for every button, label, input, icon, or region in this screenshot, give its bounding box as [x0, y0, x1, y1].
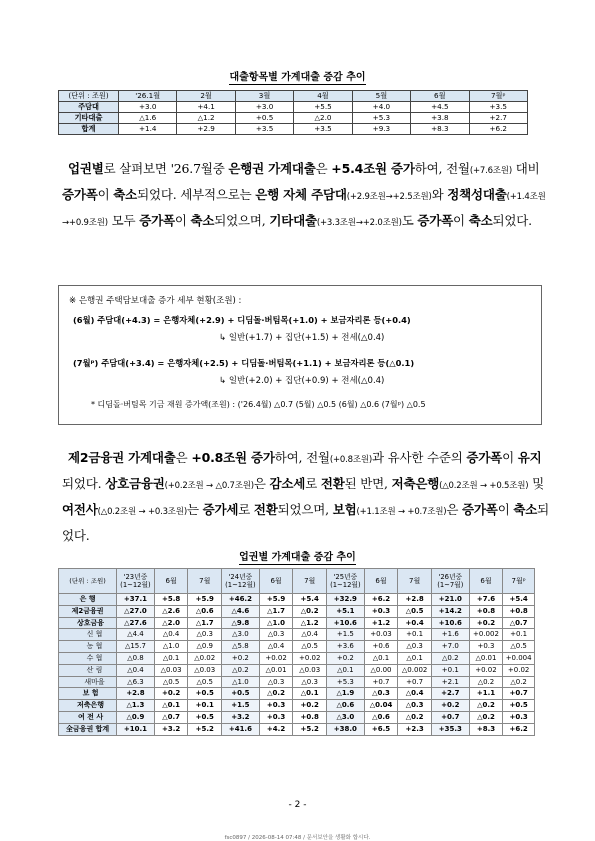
table2-cell: +21.0	[431, 594, 469, 606]
table2-cell: +10.1	[117, 723, 155, 735]
table-row	[59, 676, 535, 688]
table2-cell: +10.6	[327, 617, 365, 629]
table2-cell: △0.8	[117, 652, 155, 664]
table2-cell: △9.8	[222, 617, 260, 629]
table1-cell: △1.6	[119, 113, 177, 124]
table2-cell: △0.01	[469, 652, 503, 664]
table2-cell: △1.0	[222, 676, 260, 688]
table2-row-label: 새마을	[59, 676, 117, 688]
table2-row-label: 보 험	[59, 688, 117, 700]
table2-cell: +5.3	[327, 676, 365, 688]
table1-cell: +5.5	[294, 102, 352, 113]
table1-cell: △1.2	[177, 113, 235, 124]
table2-cell: △0.5	[154, 676, 188, 688]
table2-cell: +7.6	[469, 594, 503, 606]
table1-unit-header: (단위 : 조원)	[59, 91, 119, 102]
table2-cell: △0.4	[398, 688, 432, 700]
table2-month-header: 6월	[364, 569, 398, 594]
table2-cell: △0.4	[154, 629, 188, 641]
table2-cell: △0.1	[154, 700, 188, 712]
table2-month-header: 6월	[154, 569, 188, 594]
table2-cell: +3.6	[327, 641, 365, 653]
table2-cell: +0.8	[503, 605, 535, 617]
table2-cell: +0.002	[469, 629, 503, 641]
table2-cell: △2.6	[154, 605, 188, 617]
table2-cell: △0.01	[259, 664, 293, 676]
table2-cell: +0.02	[259, 652, 293, 664]
table2-cell: △0.2	[259, 688, 293, 700]
table2-cell: +0.1	[398, 629, 432, 641]
table2-cell: +1.5	[222, 700, 260, 712]
table1-col-header: 2월	[177, 91, 235, 102]
table2-cell: +1.6	[431, 629, 469, 641]
table1-col-header: 4월	[294, 91, 352, 102]
table2-cell: △4.6	[222, 605, 260, 617]
table2-row-label: 신 협	[59, 629, 117, 641]
table2-cell: +5.2	[293, 723, 327, 735]
table2-cell: +6.2	[503, 723, 535, 735]
year-label: '24년중	[228, 573, 253, 581]
table-row	[59, 641, 535, 653]
table1-cell: +2.9	[177, 124, 235, 135]
table2-cell: +8.3	[469, 723, 503, 735]
table2-cell: △0.2	[469, 700, 503, 712]
table2-cell: +0.3	[259, 711, 293, 723]
year-range: (1~12월)	[120, 581, 151, 589]
table2-cell: +0.7	[398, 676, 432, 688]
table2-cell: △0.3	[188, 629, 222, 641]
table2-cell: +0.7	[503, 688, 535, 700]
table2-cell: +0.2	[327, 652, 365, 664]
footer-security-note: fsc0897 / 2026-08-14 07:48 / 문서보안을 생활화 합시다.	[224, 835, 371, 841]
table2-cell: +0.3	[503, 711, 535, 723]
table2-cell: △0.3	[398, 641, 432, 653]
table2-cell: △6.3	[117, 676, 155, 688]
table2-cell: △0.1	[293, 688, 327, 700]
table2-cell: +0.8	[293, 711, 327, 723]
table2-cell: △0.3	[259, 676, 293, 688]
table2-cell: △0.2	[469, 711, 503, 723]
box-note: * 디딤돌·버팀목 기금 재원 증가액(조원) : ('26.4월) △0.7 (5월) △0.5 (6월) △0.6 (7월ᵖ) △0.5	[91, 400, 426, 409]
table-row	[59, 688, 535, 700]
table2-cell: +10.6	[431, 617, 469, 629]
table2-cell: △0.2	[293, 605, 327, 617]
table2-cell: △0.1	[364, 652, 398, 664]
table1-cell: △2.0	[294, 113, 352, 124]
table2-year-header	[222, 569, 260, 594]
table2-row-label: 산 림	[59, 664, 117, 676]
table2-cell: △1.3	[117, 700, 155, 712]
paragraph-nonbank-sector: 제2금융권 가계대출은 +0.8조원 증가하여, 전월(+0.8조원)과 유사한 수준의 증가폭이 유지되었다. 상호금융권(+0.2조원 → △0.7조원)은 감소세로 전환된 반면, 저축은행(△0.2조원 → +0.5조원) 및 여전사(△0.2조원 → +0.3조원)는 증가세로 전환되었으며, 보험(+1.1조원 → +0.7조원)은 증가폭이 축소되었다.	[62, 450, 549, 543]
table2-cell: +0.5	[222, 688, 260, 700]
table2-cell: △1.7	[188, 617, 222, 629]
table2-header-row	[59, 569, 535, 594]
table2-cell: △0.4	[117, 664, 155, 676]
table2-cell: +37.1	[117, 594, 155, 606]
table2-cell: +0.004	[503, 652, 535, 664]
table2-cell: △0.9	[188, 641, 222, 653]
table2-cell: +2.8	[398, 594, 432, 606]
table2-cell: +0.2	[293, 700, 327, 712]
table2-cell: △0.03	[154, 664, 188, 676]
table2-cell: +0.7	[431, 711, 469, 723]
table1-row-label: 주담대	[59, 102, 119, 113]
table2-cell: △3.0	[222, 629, 260, 641]
table2-cell: +14.2	[431, 605, 469, 617]
table2-year-header	[327, 569, 365, 594]
table1-cell: +3.0	[119, 102, 177, 113]
table2-cell: +5.8	[154, 594, 188, 606]
year-label: '23년중	[123, 573, 148, 581]
table2-cell: +0.2	[154, 688, 188, 700]
table2-cell: +2.7	[431, 688, 469, 700]
table2-row-label: 全금융권 합계	[59, 723, 117, 735]
table2-cell: +0.8	[469, 605, 503, 617]
table2-cell: +3.2	[154, 723, 188, 735]
table2-cell: +5.1	[327, 605, 365, 617]
table2-cell: △0.3	[293, 676, 327, 688]
table2-cell: △0.7	[154, 711, 188, 723]
table2-cell: △4.4	[117, 629, 155, 641]
table2-cell: △0.3	[398, 700, 432, 712]
table2-month-header: 7월	[293, 569, 327, 594]
table2-cell: △0.1	[398, 652, 432, 664]
table2-cell: △0.6	[188, 605, 222, 617]
table2-cell: △0.03	[293, 664, 327, 676]
table2-cell: △0.3	[364, 688, 398, 700]
table2-cell: △1.0	[154, 641, 188, 653]
table2-cell: △0.1	[327, 664, 365, 676]
page-number: - 2 -	[288, 800, 307, 810]
table2-unit-header: (단위 : 조원)	[59, 569, 117, 594]
table1-col-header: 6월	[411, 91, 469, 102]
table2-cell: △1.7	[259, 605, 293, 617]
table1-cell: +6.2	[469, 124, 527, 135]
table2-cell: +0.02	[503, 664, 535, 676]
paragraph-banking-sector: 업권별로 살펴보면 '26.7월중 은행권 가계대출은 +5.4조원 증가하여, 전월(+7.6조원) 대비 증가폭이 축소되었다. 세부적으로는 은행 자체 주담대(+2.9조원→+2.5조원)와 정책성대출(+1.4조원→+0.9조원) 모두 증가폭이 축소되었으며, 기타대출(+3.3조원→+2.0조원)도 증가폭이 축소되었다.	[62, 161, 546, 228]
table-row	[59, 723, 535, 735]
table-row	[59, 664, 535, 676]
table2-cell: +5.2	[188, 723, 222, 735]
table2-cell: △0.5	[188, 676, 222, 688]
table1-cell: +2.7	[469, 113, 527, 124]
table1-title: 대출항목별 가계대출 증감 추이	[229, 72, 366, 83]
year-range: (1~12월)	[330, 581, 361, 589]
table2-cell: △0.2	[398, 711, 432, 723]
table2-cell: +0.03	[364, 629, 398, 641]
table1-col-header: 7월ᵖ	[469, 91, 527, 102]
table-row	[59, 102, 528, 113]
box-heading: ※ 은행권 주택담보대출 증가 세부 현황(조원) :	[69, 296, 242, 306]
table2-cell: +5.4	[503, 594, 535, 606]
table2-cell: +0.02	[293, 652, 327, 664]
table1-cell: +3.5	[469, 102, 527, 113]
table1-cell: +4.5	[411, 102, 469, 113]
table1-cell: +3.0	[235, 102, 293, 113]
table2-month-header: 7월ᵖ	[503, 569, 535, 594]
box-line-june-sub: ↳ 일반(+1.7) + 집단(+1.5) + 전세(△0.4)	[219, 333, 385, 343]
table2-cell: △0.03	[188, 664, 222, 676]
table2-cell: +41.6	[222, 723, 260, 735]
table2-cell: △0.5	[293, 641, 327, 653]
table2-row-label: 상호금융	[59, 617, 117, 629]
table2-cell: +38.0	[327, 723, 365, 735]
table1-cell: +3.5	[235, 124, 293, 135]
table2-cell: △2.0	[154, 617, 188, 629]
table2-title: 업권별 가계대출 증감 추이	[239, 552, 356, 563]
year-range: (1~12월)	[225, 581, 256, 589]
table2-cell: +0.3	[364, 605, 398, 617]
table2-cell: △0.4	[259, 641, 293, 653]
table2-cell: +0.2	[222, 652, 260, 664]
table2-cell: △15.7	[117, 641, 155, 653]
table2-cell: △0.2	[503, 676, 535, 688]
table2-cell: +2.8	[117, 688, 155, 700]
table1-col-header: 5월	[352, 91, 410, 102]
table2-cell: △0.7	[503, 617, 535, 629]
table-row	[59, 711, 535, 723]
table2-cell: △0.00	[364, 664, 398, 676]
table1-cell: +3.5	[294, 124, 352, 135]
table2-cell: +46.2	[222, 594, 260, 606]
table-row	[59, 124, 528, 135]
table2-cell: +0.3	[259, 700, 293, 712]
table2-cell: +0.5	[188, 711, 222, 723]
table1-row-label: 기타대출	[59, 113, 119, 124]
table2-month-header: 7월	[188, 569, 222, 594]
table2-cell: +5.9	[188, 594, 222, 606]
table2-row-label: 수 협	[59, 652, 117, 664]
table1-cell: +9.3	[352, 124, 410, 135]
table2-cell: +3.2	[222, 711, 260, 723]
table-row	[59, 700, 535, 712]
table1	[58, 90, 528, 135]
table2-cell: +0.1	[188, 700, 222, 712]
table2-cell: +1.5	[327, 629, 365, 641]
table1-header-row	[59, 91, 528, 102]
table2-cell: +0.2	[431, 700, 469, 712]
table2-month-header: 7월	[398, 569, 432, 594]
table2-cell: +5.9	[259, 594, 293, 606]
mortgage-detail-box	[58, 285, 542, 425]
table2-cell: +0.5	[503, 700, 535, 712]
table2-cell: +2.3	[398, 723, 432, 735]
table2-cell: +32.9	[327, 594, 365, 606]
table1-cell: +4.1	[177, 102, 235, 113]
table1-cell: +1.4	[119, 124, 177, 135]
table2-cell: +0.7	[364, 676, 398, 688]
table1-cell: +5.3	[352, 113, 410, 124]
table2-cell: △0.002	[398, 664, 432, 676]
table2-cell: △0.2	[222, 664, 260, 676]
table2-cell: △0.2	[469, 676, 503, 688]
table2-cell: △0.9	[117, 711, 155, 723]
table2-cell: +0.1	[431, 664, 469, 676]
table2-cell: +2.1	[431, 676, 469, 688]
table-row	[59, 113, 528, 124]
table2-cell: +0.2	[469, 617, 503, 629]
table2-row-label: 제2금융권	[59, 605, 117, 617]
table2	[58, 568, 535, 736]
table2-cell: +4.2	[259, 723, 293, 735]
box-line-july-sub: ↳ 일반(+2.0) + 집단(+0.9) + 전세(△0.4)	[219, 376, 385, 386]
table2-cell: △0.6	[364, 711, 398, 723]
table2-cell: +1.2	[364, 617, 398, 629]
table2-cell: △1.2	[293, 617, 327, 629]
table2-cell: △0.1	[154, 652, 188, 664]
table-row	[59, 617, 535, 629]
table2-cell: △1.0	[259, 617, 293, 629]
table2-cell: +5.4	[293, 594, 327, 606]
table1-row-label: 합계	[59, 124, 119, 135]
table2-cell: △0.4	[293, 629, 327, 641]
table2-cell: △0.2	[431, 652, 469, 664]
table1-cell: +3.8	[411, 113, 469, 124]
table1-col-header: '26.1월	[119, 91, 177, 102]
table2-cell: △0.6	[327, 700, 365, 712]
table2-cell: △5.8	[222, 641, 260, 653]
table2-month-header: 6월	[469, 569, 503, 594]
table-row	[59, 605, 535, 617]
table2-cell: △0.5	[503, 641, 535, 653]
table1-cell: +8.3	[411, 124, 469, 135]
table-row	[59, 594, 535, 606]
table2-cell: +0.1	[503, 629, 535, 641]
table2-cell: △0.5	[398, 605, 432, 617]
year-label: '26년중	[438, 573, 463, 581]
table2-cell: +0.4	[398, 617, 432, 629]
table2-cell: △27.0	[117, 605, 155, 617]
table2-cell: △1.9	[327, 688, 365, 700]
table-row	[59, 652, 535, 664]
table2-cell: +0.02	[469, 664, 503, 676]
table2-year-header	[117, 569, 155, 594]
table2-row-label: 은 행	[59, 594, 117, 606]
table2-year-header	[431, 569, 469, 594]
table2-cell: △0.04	[364, 700, 398, 712]
table-row	[59, 629, 535, 641]
table2-cell: △0.02	[188, 652, 222, 664]
table2-row-label: 농 협	[59, 641, 117, 653]
table2-row-label: 저축은행	[59, 700, 117, 712]
table2-cell: △0.3	[259, 629, 293, 641]
table2-cell: +1.1	[469, 688, 503, 700]
table2-cell: +6.5	[364, 723, 398, 735]
table2-cell: +0.6	[364, 641, 398, 653]
year-label: '25년중	[333, 573, 358, 581]
box-line-june: (6월) 주담대(+4.3) = 은행자체(+2.9) + 디딤돌·버팀목(+1.0) + 보금자리론 등(+0.4)	[73, 315, 411, 325]
table2-cell: +0.3	[469, 641, 503, 653]
table2-cell: △3.0	[327, 711, 365, 723]
table2-month-header: 6월	[259, 569, 293, 594]
table2-row-label: 여 전 사	[59, 711, 117, 723]
year-range: (1~7월)	[437, 581, 464, 589]
table1-cell: +0.5	[235, 113, 293, 124]
table2-cell: △27.6	[117, 617, 155, 629]
table2-cell: +35.3	[431, 723, 469, 735]
table2-cell: +6.2	[364, 594, 398, 606]
table2-cell: +7.0	[431, 641, 469, 653]
table2-cell: +0.5	[188, 688, 222, 700]
table1-col-header: 3월	[235, 91, 293, 102]
table1-cell: +4.0	[352, 102, 410, 113]
box-line-july: (7월ᵖ) 주담대(+3.4) = 은행자체(+2.5) + 디딤돌·버팀목(+1.1) + 보금자리론 등(△0.1)	[73, 358, 415, 368]
